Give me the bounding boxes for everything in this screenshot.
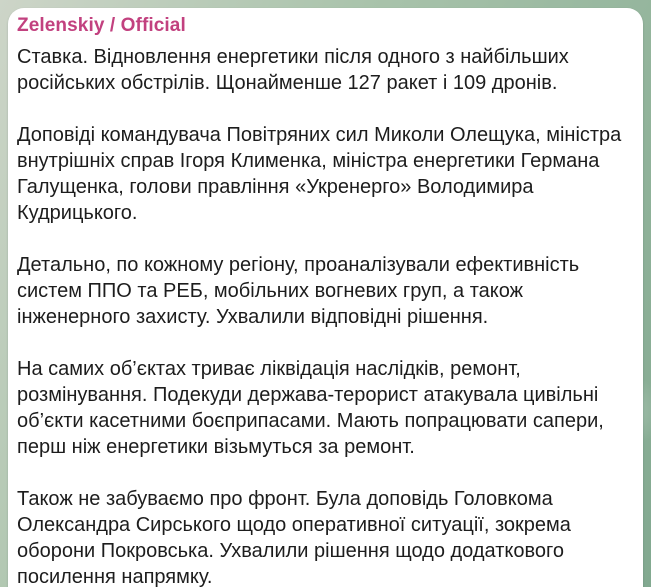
message-paragraph: Детально, по кожному регіону, проаналізували ефективність систем ППО та РЕБ, мобільних вогневих груп, а також інженерного захисту. Ухвалили відповідні рішення. <box>17 254 580 328</box>
message-bubble <box>8 8 643 587</box>
message-text <box>17 44 629 587</box>
message-paragraph: Доповіді командувача Повітряних сил Миколи Олещука, міністра внутрішніх справ Ігоря Клименка, міністра енергетики Германа Галущенка, голови правління «Укренерго» Володимира Кудрицького. <box>17 124 622 224</box>
message-paragraph: Також не забуваємо про фронт. Була доповідь Головкома Олександра Сирського щодо оперативної ситуації, зокрема оборони Покровська. Ухвалили рішення щодо додаткового посилення напрямку. <box>17 488 571 587</box>
channel-title[interactable]: Zelenskiy / Official <box>17 15 186 36</box>
message-paragraph: На самих об’єктах триває ліквідація наслідків, ремонт, розмінування. Подекуди держава-терорист атакувала цивільні об’єкти касетними боєприпасами. Мають попрацювати сапери, перш ніж енергетики візьмуться за ремонт. <box>17 358 604 458</box>
message-paragraph: Ставка. Відновлення енергетики після одного з найбільших російських обстрілів. Щонайменше 127 ракет і 109 дронів. <box>17 46 569 94</box>
